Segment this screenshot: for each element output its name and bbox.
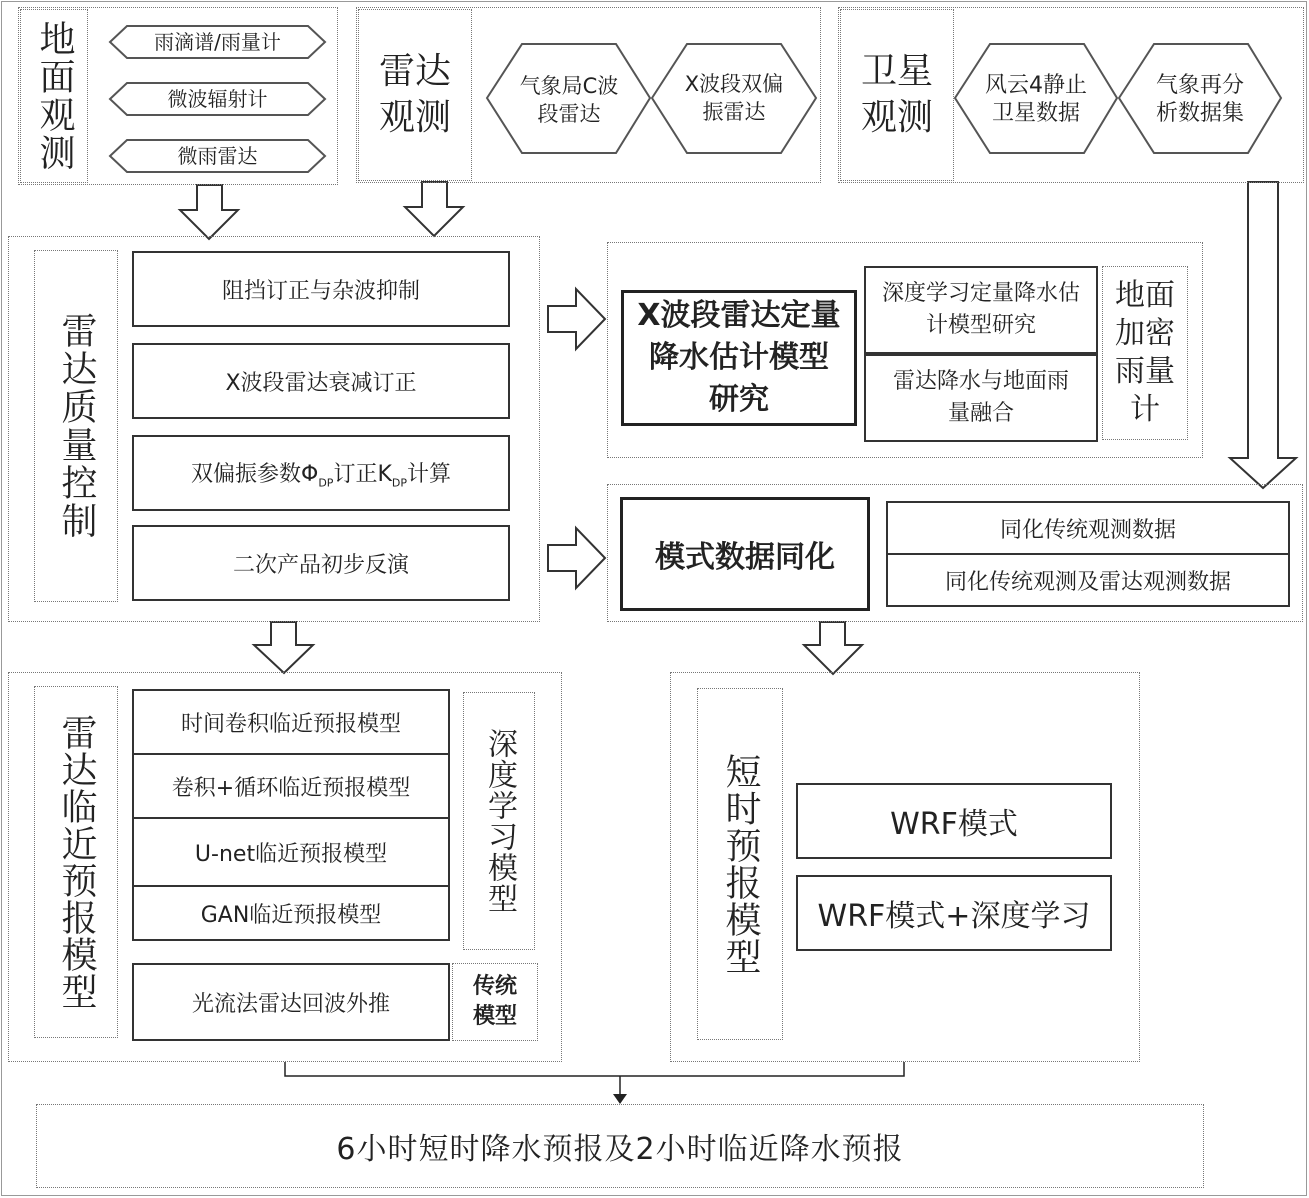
assim-traditional: 同化传统观测数据	[886, 501, 1290, 555]
satellite-observation-title: 卫星观测	[840, 9, 954, 181]
ground-dense-gauge-label: 地面加密雨量计	[1102, 266, 1188, 440]
arrow-ground-down	[180, 185, 238, 239]
qc-step-secondary-products: 二次产品初步反演	[132, 525, 510, 601]
arrow-qc-to-qpe	[548, 289, 605, 349]
radar-observation-title: 雷达观测	[358, 9, 472, 181]
nowcast-gan-model: GAN临近预报模型	[132, 885, 450, 941]
arrow-qc-to-assim	[548, 528, 605, 588]
rain-gauge-label: 雨滴谱/雨量计	[154, 30, 281, 54]
nowcast-unet-model: U-net临近预报模型	[132, 817, 450, 887]
radar-qc-title: 雷达质量控制	[34, 250, 118, 602]
ground-observation-title: 地面观测	[20, 9, 88, 183]
short-term-title: 短时预报模型	[697, 688, 783, 1040]
c-band-radar-label: 气象局C波段雷达	[519, 74, 619, 126]
traditional-model-label: 传统模型	[452, 963, 538, 1041]
dualpol-text: 双偏振参数$\Phi_{DP}$订正$K_{DP}$计算	[191, 461, 451, 490]
nowcast-convlstm-model: 卷积+循环临近预报模型	[132, 753, 450, 819]
qc-step-dualpol	[132, 435, 510, 511]
arrow-satellite-down	[1230, 182, 1296, 488]
wrf-dl-model: WRF模式+深度学习	[796, 875, 1112, 951]
arrow-assim-down	[804, 622, 862, 674]
fy4-satellite-label: 风云4静止卫星数据	[985, 73, 1087, 126]
merge-arrowhead	[613, 1094, 627, 1104]
micro-rain-radar-label: 微雨雷达	[177, 144, 258, 168]
arrow-qc-down	[254, 622, 313, 673]
nowcast-title: 雷达临近预报模型	[34, 686, 118, 1038]
reanalysis-dataset-label: 气象再分析数据集	[1155, 73, 1244, 126]
nowcast-tcn-model: 时间卷积临近预报模型	[132, 689, 450, 755]
qpe-radar-fusion: 雷达降水与地面雨量融合	[864, 354, 1098, 442]
assim-traditional-radar: 同化传统观测及雷达观测数据	[886, 553, 1290, 607]
merge-bracket	[285, 1062, 904, 1076]
qc-step-attenuation: X波段雷达衰减订正	[132, 343, 510, 419]
x-band-radar-label: X波段双偏振雷达	[684, 72, 784, 124]
qc-step-blockage: 阻挡订正与杂波抑制	[132, 251, 510, 327]
final-output: 6小时短时降水预报及2小时临近降水预报	[36, 1104, 1204, 1188]
nowcast-optical-flow: 光流法雷达回波外推	[132, 963, 450, 1041]
wrf-model: WRF模式	[796, 783, 1112, 859]
dl-model-label: 深度学习模型	[463, 692, 535, 950]
microwave-radiometer-label: 微波辐射计	[167, 87, 268, 111]
qpe-title: X波段雷达定量降水估计模型研究	[621, 290, 857, 426]
qpe-dl-model: 深度学习定量降水估计模型研究	[864, 266, 1098, 354]
arrow-radar-down	[405, 182, 463, 236]
assimilation-title: 模式数据同化	[620, 497, 870, 611]
